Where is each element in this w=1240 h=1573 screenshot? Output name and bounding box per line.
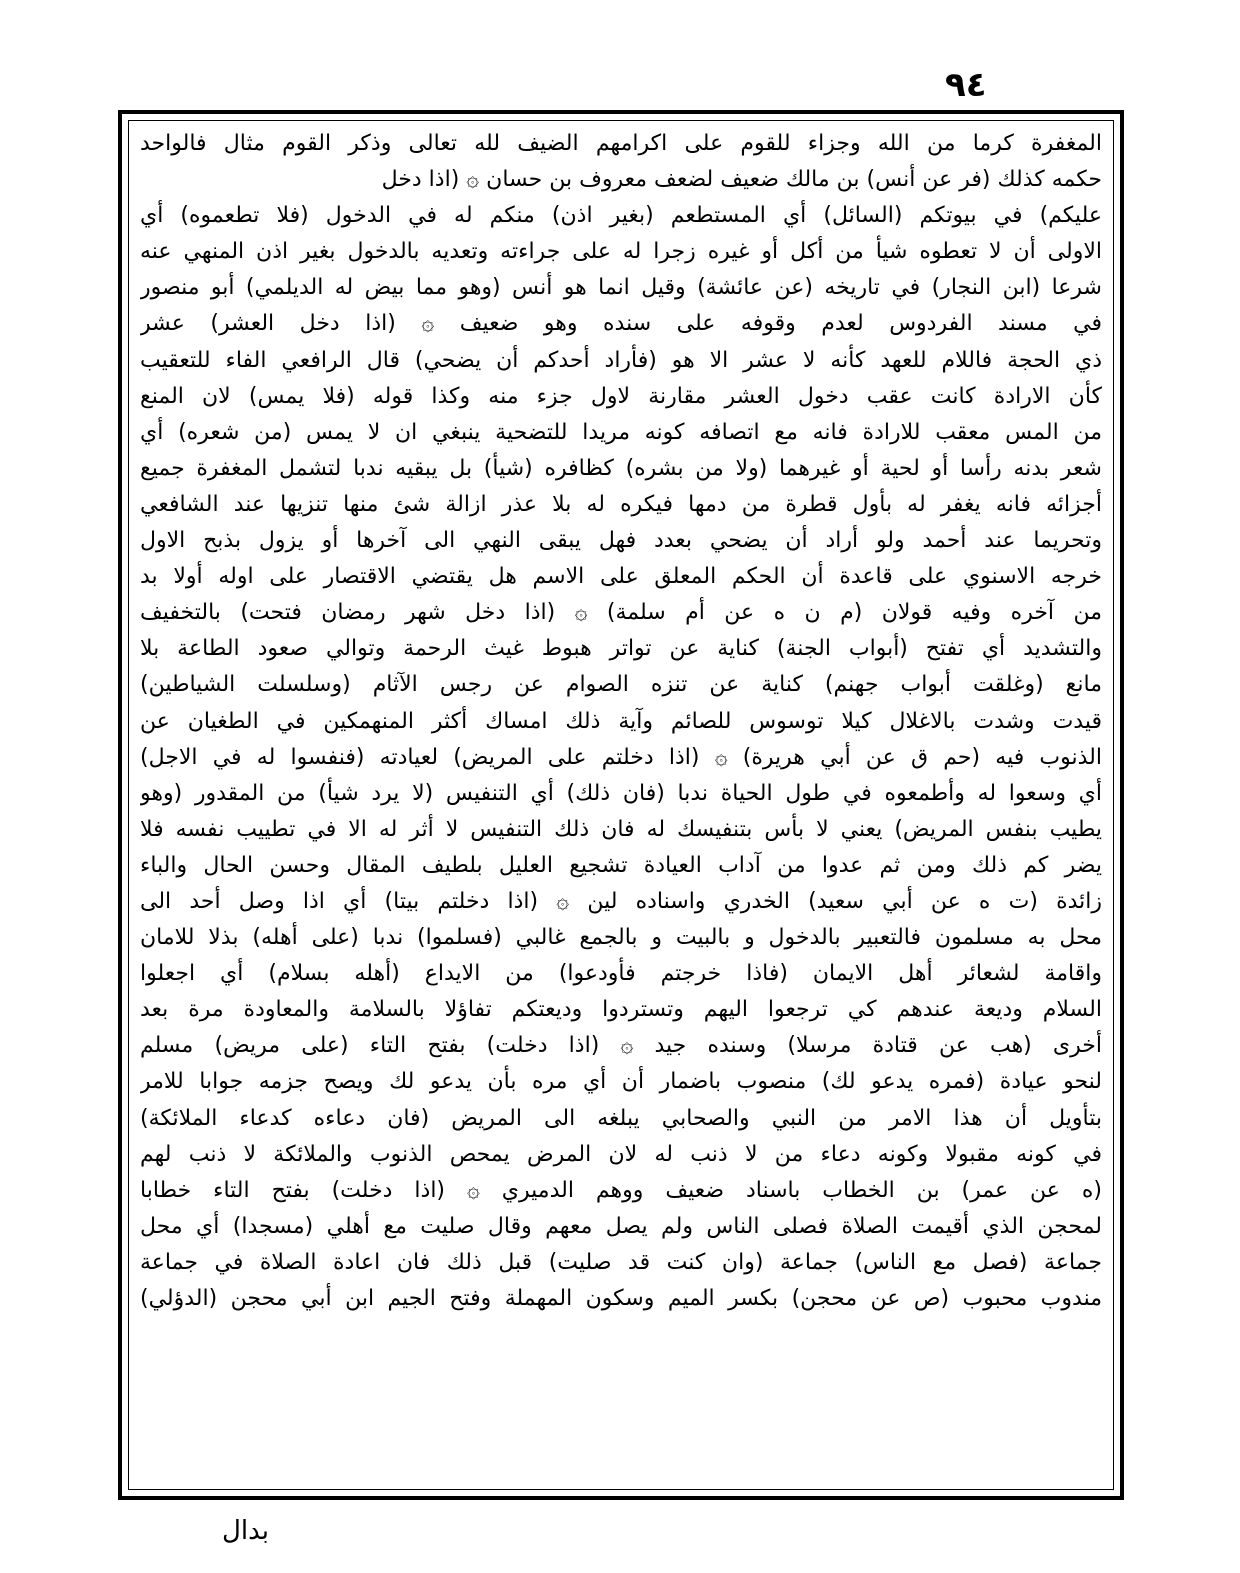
- text-line: أي وسعوا له وأطمعوه في طول الحياة ندبا (فان ذلك) أي التنفيس (لا يرد شيأ) من المقدور (وهو: [140, 780, 1102, 806]
- text-line: يطيب بنفس المريض) يعني لا بأس بتنفيسك له فان ذلك التنفيس لا أثر له الا في تطييب نفسه فلا: [140, 816, 1102, 842]
- text-line: من المس معقب للارادة فانه مع اتصافه كونه مريدا للتضحية ينبغي ان لا يمس (من شعره) أي: [140, 419, 1102, 445]
- text-line: في كونه مقبولا وكونه دعاء من لا ذنب له لان المرض يمحص الذنوب والملائكة لا ذنب لهم: [140, 1141, 1102, 1167]
- catchword: بدال: [222, 1516, 269, 1546]
- text-line: لنحو عيادة (فمره يدعو لك) منصوب باضمار أن أي مره بأن يدعو لك ويصح جزمه جوابا للامر: [140, 1069, 1102, 1095]
- text-line: أجزائه فانه يغفر له بأول قطرة من دمها فيكره له بلا عذر ازالة شئ منها تنزيها عند الشافعي: [140, 491, 1102, 517]
- text-line: السلام وديعة عندهم كي ترجعوا اليهم وتستردوا وديعتكم تفاؤلا بالسلامة والمعاودة مرة بعد: [140, 997, 1102, 1023]
- text-line: (ه عن عمر) بن الخطاب باسناد ضعيف ووهم الدميري ۞ (اذا دخلت) بفتح التاء خطابا: [140, 1177, 1102, 1203]
- text-line: والتشديد أي تفتح (أبواب الجنة) كناية عن تواتر هبوط غيث الرحمة وتوالي صعود الطاعة بلا: [140, 636, 1102, 662]
- text-line: الاولى أن لا تعطوه شيأ من أكل أو غيره زجرا له على جراءته وتعديه بالدخول بغير اذن المنهي عنه: [140, 239, 1102, 265]
- text-line: مندوب محبوب (ص عن محجن) بكسر الميم وسكون المهملة وفتح الجيم ابن أبي محجن (الدؤلي): [140, 1286, 1102, 1311]
- text-line: المغفرة كرما من الله وجزاء للقوم على اكرامهم الضيف لله تعالى وذكر القوم مثال فالواحد: [140, 131, 1102, 156]
- text-line: يضر كم ذلك ومن ثم عدوا من آداب العيادة تشجيع العليل بلطيف المقال وحسن الحال والباء: [140, 852, 1102, 878]
- text-line: محل به مسلمون فالتعبير بالدخول و بالبيت و بالجمع غالبي (فسلموا) ندبا (على أهله) بذلا للامان: [140, 925, 1102, 951]
- text-line: شرعا (ابن النجار) في تاريخه (عن عائشة) وقيل انما هو أنس (وهو مما بيض له الديلمي) أبو منصور: [140, 275, 1102, 301]
- text-line: في مسند الفردوس لعدم وقوفه على سنده وهو ضعيف ۞ (اذا دخل العشر) عشر: [140, 311, 1102, 337]
- text-line: عليكم) في بيوتكم (السائل) أي المستطعم (بغير اذن) منكم له في الدخول (فلا تطعموه) أي: [140, 203, 1102, 229]
- text-line: أخرى (هب عن قتادة مرسلا) وسنده جيد ۞ (اذا دخلت) بفتح التاء (على مريض) مسلم: [140, 1033, 1102, 1059]
- text-line: ذي الحجة فاللام للعهد كأنه لا عشر الا هو (فأراد أحدكم أن يضحي) قال الرافعي الفاء للتعقيب: [140, 347, 1102, 373]
- text-body: [140, 126, 1102, 1484]
- text-line: شعر بدنه رأسا أو لحية أو غيرهما (ولا من بشره) كظافره (شيأ) بل يبقيه ندبا لتشمل المغفرة جميع: [140, 455, 1102, 481]
- text-line: لمحجن الذي أقيمت الصلاة فصلى الناس ولم يصل معهم وقال صليت مع أهلي (مسجدا) أي محل: [140, 1213, 1102, 1239]
- text-line: الذنوب فيه (حم ق عن أبي هريرة) ۞ (اذا دخلتم على المريض) لعيادته (فنفسوا له في الاجل): [140, 744, 1102, 770]
- text-line: زائدة (ت ه عن أبي سعيد) الخدري واسناده لين ۞ (اذا دخلتم بيتا) أي اذا وصل أحد الى: [140, 888, 1102, 914]
- text-line: من آخره وفيه قولان (م ن ه عن أم سلمة) ۞ (اذا دخل شهر رمضان فتحت) بالتخفيف: [140, 600, 1102, 626]
- text-line: بتأويل أن هذا الامر من النبي والصحابي يبلغه الى المريض (فان دعاءه كدعاء الملائكة): [140, 1105, 1102, 1131]
- text-line: حكمه كذلك (فر عن أنس) بن مالك ضعيف لضعف معروف بن حسان ۞ (اذا دخل: [381, 167, 1102, 193]
- text-line: قيدت وشدت بالاغلال كيلا توسوس للصائم وآية ذلك امساك أكثر المنهمكين في الطغيان عن: [140, 708, 1102, 734]
- text-line: واقامة لشعائر أهل الايمان (فاذا خرجتم فأودعوا) من الايداع (أهله بسلام) أي اجعلوا: [140, 961, 1102, 987]
- page-number: ٩٤: [945, 65, 987, 105]
- text-line: خرجه الاسنوي على قاعدة أن الحكم المعلق على الاسم هل يقتضي الاقتصار على اوله أولا بد: [140, 564, 1102, 590]
- text-line: مانع (وغلقت أبواب جهنم) كناية عن تنزه الصوام عن رجس الآثام (وسلسلت الشياطين): [140, 672, 1102, 698]
- text-line: جماعة (فصل مع الناس) جماعة (وان كنت قد صليت) قبل ذلك فان اعادة الصلاة في جماعة: [140, 1249, 1102, 1275]
- text-line: كأن الارادة كانت عقب دخول العشر مقارنة لاول جزء منه وكذا قوله (فلا يمس) لان المنع: [140, 383, 1102, 409]
- text-line: وتحريما عند أحمد ولو أراد أن يضحي بعدد فهل يبقى النهي الى آخرها أو يزول بذبح الاول: [140, 528, 1102, 554]
